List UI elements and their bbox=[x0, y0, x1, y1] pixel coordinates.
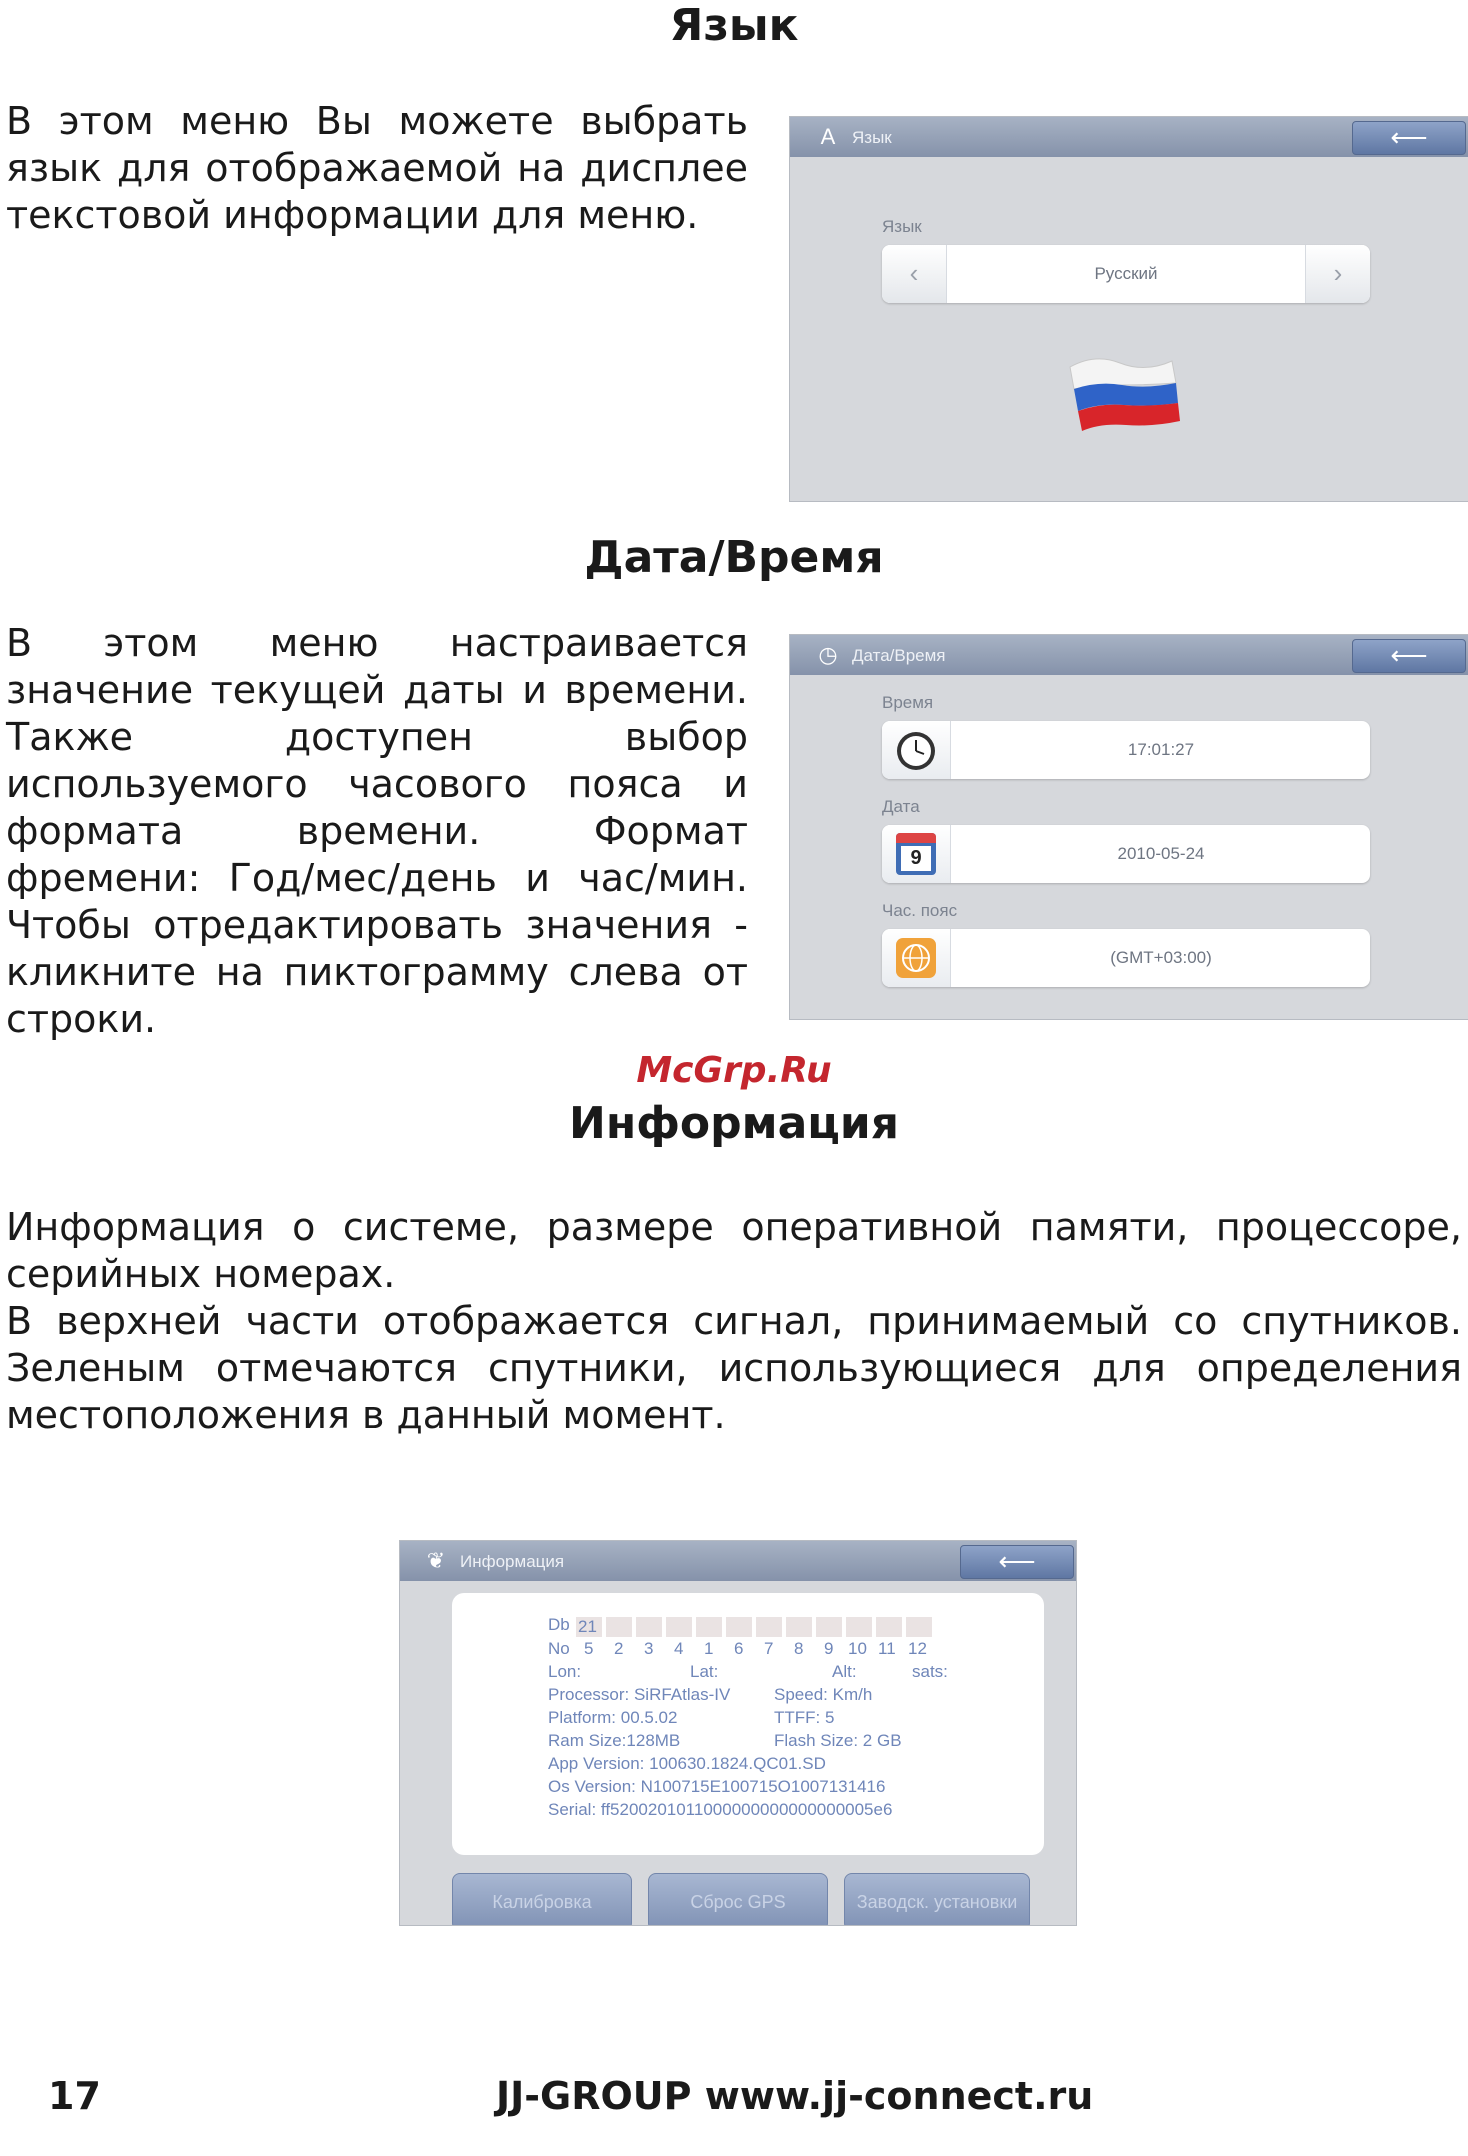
timezone-label: Час. пояс bbox=[882, 901, 958, 920]
reset-gps-button[interactable]: Сброс GPS bbox=[648, 1873, 828, 1926]
language-screen bbox=[789, 116, 1468, 502]
clock-icon: ◷ bbox=[818, 642, 838, 667]
date-edit-button[interactable] bbox=[882, 825, 951, 883]
db-value: 21 bbox=[578, 1617, 597, 1636]
language-ab-icon: A bbox=[820, 124, 836, 149]
timezone-edit-button[interactable] bbox=[882, 929, 951, 987]
info-leaf-icon: ❦ bbox=[426, 1548, 446, 1573]
processor-info: Processor: SiRFAtlas-IV bbox=[548, 1685, 731, 1704]
alarm-clock-icon bbox=[882, 721, 950, 779]
ttff-info: TTFF: 5 bbox=[774, 1708, 835, 1727]
flash-info: Flash Size: 2 GB bbox=[774, 1731, 902, 1750]
language-screen-title: Язык bbox=[852, 128, 892, 147]
language-value: Русский bbox=[1094, 264, 1158, 283]
lon-label: Lon: bbox=[548, 1662, 582, 1681]
factory-reset-button[interactable]: Заводск. установки bbox=[844, 1873, 1030, 1926]
language-prev-button[interactable] bbox=[882, 245, 947, 303]
language-heading: Язык bbox=[669, 0, 799, 51]
back-button[interactable] bbox=[960, 1545, 1074, 1579]
signal-bars bbox=[576, 1617, 1048, 1637]
serial-info: Serial: ff5200201011000000000000000005e6 bbox=[548, 1800, 893, 1819]
language-field-label: Язык bbox=[882, 217, 922, 236]
lat-label: Lat: bbox=[690, 1662, 719, 1681]
back-arrow-icon: ⟵ bbox=[998, 1546, 1036, 1576]
date-row bbox=[882, 825, 1370, 883]
info-screen-title: Информация bbox=[460, 1552, 565, 1571]
speed-info: Speed: Km/h bbox=[774, 1685, 873, 1704]
satellite-number: 6 bbox=[734, 1639, 744, 1658]
russian-flag-icon bbox=[1060, 345, 1180, 435]
chevron-right-icon: › bbox=[1333, 258, 1343, 288]
language-description: В этом меню Вы можете выбрать язык для отображаемой на дисплее текстовой информации для меню. bbox=[6, 99, 748, 237]
date-value: 2010-05-24 bbox=[1117, 844, 1205, 863]
back-arrow-icon: ⟵ bbox=[1390, 122, 1428, 152]
satellite-number: 11 bbox=[878, 1639, 896, 1658]
date-label: Дата bbox=[882, 797, 920, 816]
time-row bbox=[882, 721, 1370, 779]
satellite-number: 3 bbox=[644, 1639, 654, 1658]
satellite-number: 4 bbox=[674, 1639, 684, 1658]
datetime-description: В этом меню настраивается значение текущей даты и времени. Также доступен выбор используемого часового пояса и формата времени. Формат фремени: Год/мес/день и час/мин. Чтобы отредактировать значения - кликните на пиктограмму слева от строки. bbox=[6, 621, 748, 1041]
language-next-button[interactable] bbox=[1305, 245, 1370, 303]
datetime-screen-title: Дата/Время bbox=[852, 646, 946, 665]
timezone-row bbox=[882, 929, 1370, 987]
app-version-info: App Version: 100630.1824.QC01.SD bbox=[548, 1754, 826, 1773]
satellite-number: 9 bbox=[824, 1639, 834, 1658]
info-panel bbox=[452, 1593, 1044, 1855]
info-screen bbox=[399, 1540, 1077, 1926]
alt-label: Alt: bbox=[832, 1662, 857, 1681]
time-label: Время bbox=[882, 693, 934, 712]
back-button[interactable] bbox=[1352, 121, 1466, 155]
footer-company: JJ-GROUP www.jj-connect.ru bbox=[496, 2074, 1094, 2118]
time-edit-button[interactable] bbox=[882, 721, 951, 779]
datetime-screen bbox=[789, 634, 1468, 1020]
satellite-number: 10 bbox=[848, 1639, 867, 1658]
info-heading: Информация bbox=[569, 1098, 899, 1149]
back-button[interactable] bbox=[1352, 639, 1466, 673]
info-titlebar bbox=[400, 1541, 1076, 1581]
no-label: No bbox=[548, 1639, 570, 1658]
satellite-number: 7 bbox=[764, 1639, 774, 1658]
info-description: Информация о системе, размере оперативной памяти, процессоре, серийных номерах. В верхней части отображается сигнал, принимаемый со спутников. Зеленым отмечаются спутники, использующиеся для определения местоположения в данный момент. bbox=[6, 1205, 1462, 1437]
sats-label: sats: bbox=[912, 1662, 948, 1681]
page-number: 17 bbox=[48, 2074, 101, 2118]
os-version-info: Os Version: N100715E100715O1007131416 bbox=[548, 1777, 886, 1796]
datetime-titlebar bbox=[790, 635, 1468, 675]
language-titlebar bbox=[790, 117, 1468, 157]
globe-icon bbox=[882, 929, 950, 987]
chevron-left-icon: ‹ bbox=[909, 258, 919, 288]
satellite-number: 8 bbox=[794, 1639, 804, 1658]
calendar-day: 9 bbox=[901, 846, 931, 871]
datetime-heading: Дата/Время bbox=[584, 532, 884, 583]
watermark: McGrp.Ru bbox=[636, 1050, 832, 1091]
timezone-value: (GMT+03:00) bbox=[1110, 948, 1212, 967]
satellite-number: 12 bbox=[908, 1639, 927, 1658]
ram-info: Ram Size:128MB bbox=[548, 1731, 681, 1750]
back-arrow-icon: ⟵ bbox=[1390, 640, 1428, 670]
time-value: 17:01:27 bbox=[1127, 740, 1195, 759]
calendar-icon bbox=[896, 833, 936, 875]
satellite-number: 5 bbox=[584, 1639, 594, 1658]
calibrate-button[interactable]: Калибровка bbox=[452, 1873, 632, 1926]
db-label: Db bbox=[548, 1615, 570, 1634]
language-selector bbox=[882, 245, 1370, 303]
platform-info: Platform: 00.5.02 bbox=[548, 1708, 678, 1727]
satellite-number: 1 bbox=[704, 1639, 714, 1658]
satellite-number: 2 bbox=[614, 1639, 624, 1658]
